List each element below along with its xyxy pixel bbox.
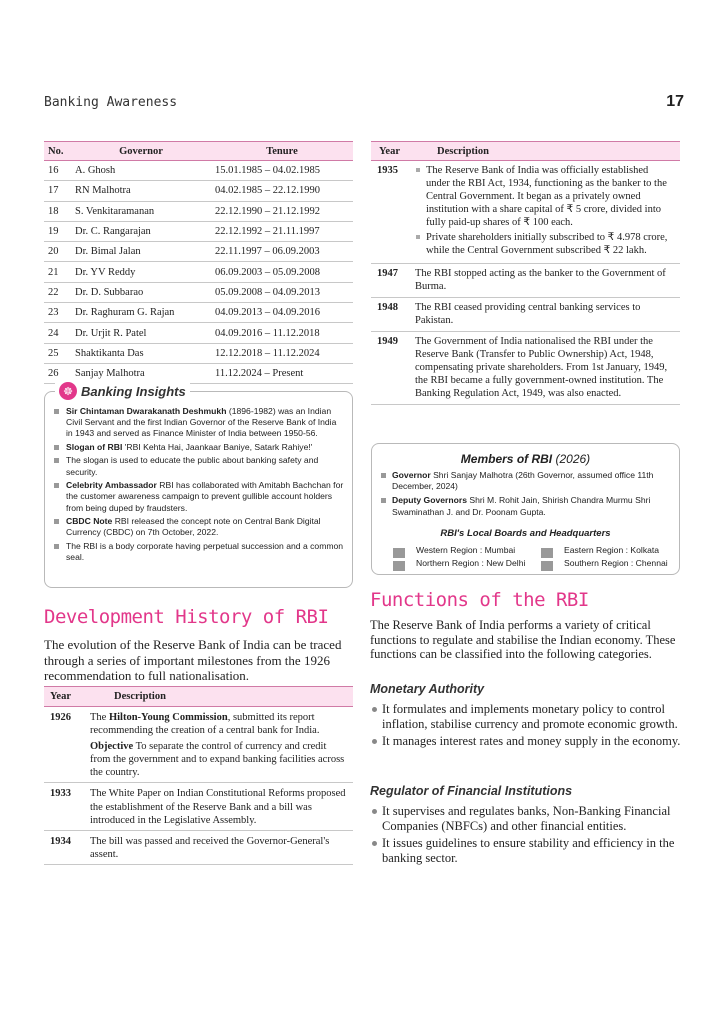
table-row xyxy=(44,783,353,830)
governor-text: Shri Sanjay Malhotra (26th Governor, assumed office 11th December, 2024) xyxy=(392,470,654,492)
list-item xyxy=(52,442,344,453)
bullet-dot-icon xyxy=(372,707,377,712)
insights-list xyxy=(52,406,344,565)
governors-table xyxy=(44,141,353,384)
table-header-row xyxy=(371,142,680,161)
list-item xyxy=(380,470,671,492)
description-cell: The RBI stopped acting as the banker to the Government of Burma. xyxy=(409,264,680,298)
page-header xyxy=(44,95,684,115)
bullet-dot-icon xyxy=(372,841,377,846)
column-header-tenure: Tenure xyxy=(211,142,353,161)
table-row xyxy=(44,830,353,864)
square-bullet-icon xyxy=(54,483,59,488)
governor-name-cell: Shaktikanta Das xyxy=(71,343,211,363)
list-item xyxy=(52,455,344,477)
insight-text: (1896-1982) was an Indian Civil Servant and the first Indian Governor of the Reserve Bank of India in 1943 and served as Finance Minister of India between 1950-56. xyxy=(66,406,337,439)
governor-number-cell: 22 xyxy=(44,282,71,302)
development-history-heading: Development History of RBI xyxy=(44,606,329,628)
list-item xyxy=(415,231,674,257)
tenure-cell: 05.09.2008 – 04.09.2013 xyxy=(211,282,353,302)
year-cell: 1949 xyxy=(371,332,409,405)
governor-label: Governor xyxy=(392,470,431,480)
list-item xyxy=(370,734,682,749)
square-bullet-icon xyxy=(381,498,386,503)
list-item xyxy=(370,702,682,731)
governor-number-cell: 21 xyxy=(44,262,71,282)
objective-label: Objective xyxy=(90,741,134,753)
list-item xyxy=(380,495,671,517)
description-cell: The RBI ceased providing central banking services to Pakistan. xyxy=(409,298,680,332)
insight-text: RBI released the concept note on Central Bank Digital Currency (CBDC) on 7th October, 2022. xyxy=(66,516,321,538)
insights-title xyxy=(55,382,190,400)
bullet-dot-icon xyxy=(372,739,377,744)
table-row xyxy=(44,161,353,181)
local-boards-title: RBI's Local Boards and Headquarters xyxy=(440,528,611,539)
column-header-no: No. xyxy=(44,142,71,161)
governor-name-cell: S. Venkitaramanan xyxy=(71,201,211,221)
text-fragment: , submitted its report recommending the creation of a central bank for India. xyxy=(90,712,320,737)
board-text: Southern Region : Chennai xyxy=(564,557,668,568)
list-item-text: It formulates and implements monetary policy to control inflation, stabilise currency and promote economic growth. xyxy=(382,702,678,731)
list-item-text: It supervises and regulates banks, Non-Banking Financial Companies (NBFCs) and other financial entities. xyxy=(382,804,671,833)
list-item xyxy=(52,541,344,563)
governor-name-cell: RN Malhotra xyxy=(71,181,211,201)
governor-name-cell: Dr. Bimal Jalan xyxy=(71,242,211,262)
list-item-text: Private shareholders initially subscribed to ₹ 4.978 crore, while the Central Government subscribed ₹ 22 lakh. xyxy=(426,232,668,256)
table-row xyxy=(44,282,353,302)
tenure-cell: 22.12.1990 – 21.12.1992 xyxy=(211,201,353,221)
tenure-cell: 12.12.2018 – 11.12.2024 xyxy=(211,343,353,363)
list-item xyxy=(52,406,344,440)
governor-name-cell: Dr. D. Subbarao xyxy=(71,282,211,302)
table-header-row xyxy=(44,142,353,161)
table-row xyxy=(44,262,353,282)
tenure-cell: 22.12.1992 – 21.11.1997 xyxy=(211,221,353,241)
description-cell: The bill was passed and received the Governor-General's assent. xyxy=(84,830,353,864)
governor-name-cell: A. Ghosh xyxy=(71,161,211,181)
running-head: Banking Awareness xyxy=(44,95,178,110)
governor-name-cell: Dr. C. Rangarajan xyxy=(71,221,211,241)
tenure-cell: 11.12.2024 – Present xyxy=(211,363,353,383)
column-header-year: Year xyxy=(44,687,84,707)
insight-text: 'RBI Kehta Hai, Jaankaar Baniye, Satark Rahiye!' xyxy=(122,441,313,452)
column-header-description: Description xyxy=(84,687,353,707)
year-cell: 1947 xyxy=(371,264,409,298)
square-bullet-icon xyxy=(381,473,386,478)
tenure-cell: 04.09.2016 – 11.12.2018 xyxy=(211,323,353,343)
table-row xyxy=(44,242,353,262)
list-item xyxy=(52,516,344,538)
column-header-description: Description xyxy=(409,142,680,161)
description-cell xyxy=(409,161,680,264)
square-bullet-icon xyxy=(54,409,59,414)
deputy-governors-text: Shri M. Rohit Jain, Shirish Chandra Murmu Shri Swaminathan J. and Dr. Poonam Gupta. xyxy=(392,495,651,517)
insight-label: CBDC Note xyxy=(66,516,113,527)
tenure-cell: 04.02.1985 – 22.12.1990 xyxy=(211,181,353,201)
governor-name-cell: Dr. YV Reddy xyxy=(71,262,211,282)
square-bullet-icon xyxy=(416,235,420,239)
square-bullet-icon xyxy=(54,519,59,524)
governor-number-cell: 24 xyxy=(44,323,71,343)
governor-name-cell: Sanjay Malhotra xyxy=(71,363,211,383)
table-row xyxy=(44,323,353,343)
insight-label: Sir Chintaman Dwarakanath Deshmukh xyxy=(66,406,227,416)
commission-name: Hilton-Young Commission xyxy=(108,712,228,723)
tenure-cell: 04.09.2013 – 04.09.2016 xyxy=(211,303,353,323)
column-header-governor: Governor xyxy=(71,142,211,161)
list-item-text: The Reserve Bank of India was officially established under the RBI Act, 1934, functioning as the banker to the Central Government. It began as a privately owned institution with a share capital of ₹ 5 crore, divided into fully paid-up shares of ₹ 100 each. xyxy=(426,165,667,228)
board-text: Northern Region : New Delhi xyxy=(416,557,526,568)
table-row xyxy=(44,303,353,323)
members-list xyxy=(380,470,671,521)
year-cell: 1926 xyxy=(44,707,84,783)
local-boards-grid xyxy=(380,544,671,569)
description-cell xyxy=(84,707,353,783)
objective-text xyxy=(90,740,347,779)
table-row xyxy=(44,201,353,221)
text-fragment: To separate the control of currency and credit from the government and to expand banking facilities across the country. xyxy=(90,741,345,779)
table-row xyxy=(371,298,680,332)
members-title-year: (2026) xyxy=(552,452,591,466)
board-item xyxy=(380,544,528,557)
bullet-list xyxy=(415,164,674,257)
square-bullet-icon xyxy=(54,544,59,549)
development-intro: The evolution of the Reserve Bank of India can be traced through a series of important milestones from the 1926 recommendation to full nationalisation. xyxy=(44,637,342,683)
governor-number-cell: 18 xyxy=(44,201,71,221)
members-of-rbi-box xyxy=(371,443,680,575)
table-row xyxy=(44,181,353,201)
governor-number-cell: 26 xyxy=(44,363,71,383)
monetary-authority-list xyxy=(370,702,682,752)
insight-label: Celebrity Ambassador xyxy=(66,480,157,491)
list-item xyxy=(415,164,674,229)
description-cell: The White Paper on Indian Constitutional Reforms proposed the establishment of the Reserve Bank and a bill was introduced in the Legislative Assembly. xyxy=(84,783,353,830)
governor-number-cell: 23 xyxy=(44,303,71,323)
insights-title-text: Banking Insights xyxy=(81,383,186,399)
regulator-heading: Regulator of Financial Institutions xyxy=(370,784,573,798)
table-row xyxy=(44,343,353,363)
banking-insights-box xyxy=(44,383,353,588)
table-row xyxy=(44,221,353,241)
regulator-list xyxy=(370,804,682,868)
table-row xyxy=(371,161,680,264)
list-item-text: It manages interest rates and money supply in the economy. xyxy=(382,734,681,749)
members-title-text: Members of RBI xyxy=(460,452,553,466)
governor-name-cell: Dr. Urjit R. Patel xyxy=(71,323,211,343)
list-item xyxy=(370,804,682,833)
list-item-text: It issues guidelines to ensure stability and efficiency in the banking sector. xyxy=(382,836,675,865)
year-cell: 1935 xyxy=(371,161,409,264)
history-table-continued xyxy=(371,141,680,405)
table-row xyxy=(44,363,353,383)
board-item xyxy=(380,557,528,570)
insights-badge-icon: ☸ xyxy=(59,382,77,400)
governor-number-cell: 16 xyxy=(44,161,71,181)
governor-name-cell: Dr. Raghuram G. Rajan xyxy=(71,303,211,323)
table-row xyxy=(44,707,353,783)
monetary-authority-heading: Monetary Authority xyxy=(370,682,485,696)
year-cell: 1933 xyxy=(44,783,84,830)
board-item xyxy=(528,557,671,570)
column-header-year: Year xyxy=(371,142,409,161)
insight-label: Slogan of RBI xyxy=(66,441,123,452)
tenure-cell: 06.09.2003 – 05.09.2008 xyxy=(211,262,353,282)
year-cell: 1934 xyxy=(44,830,84,864)
functions-intro: The Reserve Bank of India performs a variety of critical functions to regulate and stabilise the Indian economy. These functions can be classified into the following categories. xyxy=(370,618,676,662)
development-table xyxy=(44,686,353,865)
deputy-governors-label: Deputy Governors xyxy=(392,495,467,506)
row-1926-text xyxy=(90,711,347,737)
members-title xyxy=(372,452,679,466)
governor-number-cell: 25 xyxy=(44,343,71,363)
board-item xyxy=(528,544,671,557)
functions-heading: Functions of the RBI xyxy=(370,589,589,611)
square-bullet-icon xyxy=(416,168,420,172)
table-row xyxy=(371,332,680,405)
bullet-dot-icon xyxy=(372,809,377,814)
year-cell: 1948 xyxy=(371,298,409,332)
insight-text: The RBI is a body corporate having perpetual succession and a common seal. xyxy=(66,540,344,562)
insight-text: The slogan is used to educate the public about banking safety and security. xyxy=(66,455,319,477)
insight-text: RBI has collaborated with Amitabh Bachchan for the customer awareness campaign to prevent gullible account holders from being duped by fraudsters. xyxy=(66,480,344,513)
tenure-cell: 15.01.1985 – 04.02.1985 xyxy=(211,161,353,181)
governor-number-cell: 17 xyxy=(44,181,71,201)
board-text: Western Region : Mumbai xyxy=(416,545,516,555)
table-header-row xyxy=(44,687,353,707)
governor-number-cell: 19 xyxy=(44,221,71,241)
list-item xyxy=(52,480,344,514)
page-number: 17 xyxy=(666,93,684,110)
list-item xyxy=(370,836,682,865)
governor-number-cell: 20 xyxy=(44,242,71,262)
table-row xyxy=(371,264,680,298)
text-fragment: The xyxy=(90,712,109,723)
tenure-cell: 22.11.1997 – 06.09.2003 xyxy=(211,242,353,262)
square-bullet-icon xyxy=(54,445,59,450)
square-bullet-icon xyxy=(54,458,59,463)
board-text: Eastern Region : Kolkata xyxy=(564,545,660,555)
description-cell: The Government of India nationalised the RBI under the Reserve Bank (Transfer to Public Ownership) Act, 1948, compensating private shareholders. From 1st January, 1949, the RBI became a fully government-owned institution. The Banking Regulation Act, 1949, was also enacted. xyxy=(409,332,680,405)
